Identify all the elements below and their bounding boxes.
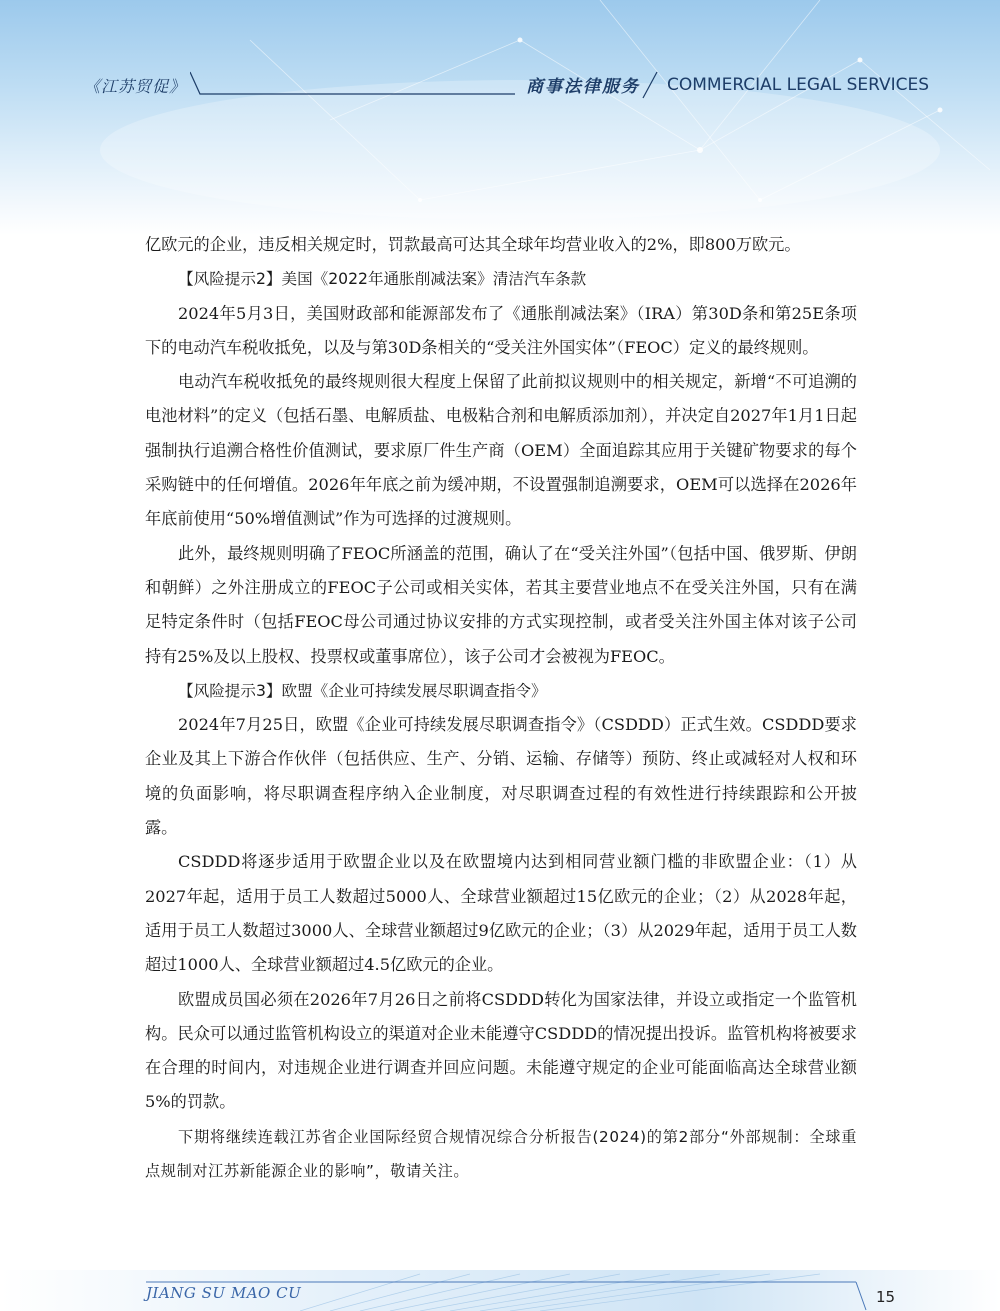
paragraph: CSDDD将逐步适用于欧盟企业以及在欧盟境内达到相同营业额门槛的非欧盟企业：（1）从2027年起，适用于员工人数超过5000人、全球营业额超过15亿欧元的企业；（2）从2028年起，适用于员工人数超过3000人、全球营业额超过9亿欧元的企业；（3）从2029年起，适用于员工人数超过1000人、全球营业额超过4.5亿欧元的企业。 xyxy=(145,852,857,975)
paragraph: 此外，最终规则明确了FEOC所涵盖的范围，确认了在“受关注外国”（包括中国、俄罗斯、伊朗和朝鲜）之外注册成立的FEOC子公司或相关实体，若其主要营业地点不在受关注外国，只有在满足特定条件时（包括FEOC母公司通过协议安排的方式实现控制，或者受关注外国主体对该子公司持有25%及以上股权、投票权或董事席位），该子公司才会被视为FEOC。 xyxy=(145,543,857,666)
continuation-note: 下期将继续连载江苏省企业国际经贸合规情况综合分析报告(2024)的第2部分“外部规制：全球重点规制对江苏新能源企业的影响”，敬请关注。 xyxy=(145,1127,857,1181)
paragraph: 2024年5月3日，美国财政部和能源部发布了《通胀削减法案》（IRA）第30D条和第25E条项下的电动汽车税收抵免，以及与第30D条相关的“受关注外国实体”（FEOC）定义的最终规则。 xyxy=(145,303,857,357)
paragraph: 2024年7月25日，欧盟《企业可持续发展尽职调查指令》（CSDDD）正式生效。CSDDD要求企业及其上下游合作伙伴（包括供应、生产、分销、运输、存储等）预防、终止或减轻对人权和环境的负面影响，将尽职调查程序纳入企业制度，对尽职调查过程的有效性进行持续跟踪和公开披露。 xyxy=(145,715,857,838)
article-body xyxy=(145,228,857,1188)
section-title-en: COMMERCIAL LEGAL SERVICES xyxy=(667,75,930,95)
risk-heading: 【风险提示2】美国《2022年通胀削减法案》清洁汽车条款 xyxy=(178,270,587,289)
section-title-cn: 商事法律服务 xyxy=(526,77,640,97)
paragraph: 电动汽车税收抵免的最终规则很大程度上保留了此前拟议规则中的相关规定，新增“不可追溯的电池材料”的定义（包括石墨、电解质盐、电极粘合剂和电解质添加剂），并决定自2027年1月1日起强制执行追溯合格性价值测试，要求原厂件生产商（OEM）全面追踪其应用于关键矿物要求的每个采购链中的任何增值。2026年年底之前为缓冲期，不设置强制追溯要求，OEM可以选择在2026年年底前使用“50%增值测试”作为可选择的过渡规则。 xyxy=(145,372,857,529)
risk-heading: 【风险提示3】欧盟《企业可持续发展尽职调查指令》 xyxy=(178,681,547,700)
publication-name: JIANG SU MAO CU xyxy=(146,1284,302,1302)
magazine-name: 《江苏贸促》 xyxy=(84,77,187,96)
paragraph: 亿欧元的企业，违反相关规定时，罚款最高可达其全球年均营业收入的2%，即800万欧元。 xyxy=(145,235,801,254)
page-number: 15 xyxy=(876,1288,896,1306)
paragraph: 欧盟成员国必须在2026年7月26日之前将CSDDD转化为国家法律，并设立或指定一个监管机构。民众可以通过监管机构设立的渠道对企业未能遵守CSDDD的情况提出投诉。监管机构将被要求在合理的时间内，对违规企业进行调查并回应问题。未能遵守规定的企业可能面临高达全球营业额5%的罚款。 xyxy=(145,989,857,1112)
